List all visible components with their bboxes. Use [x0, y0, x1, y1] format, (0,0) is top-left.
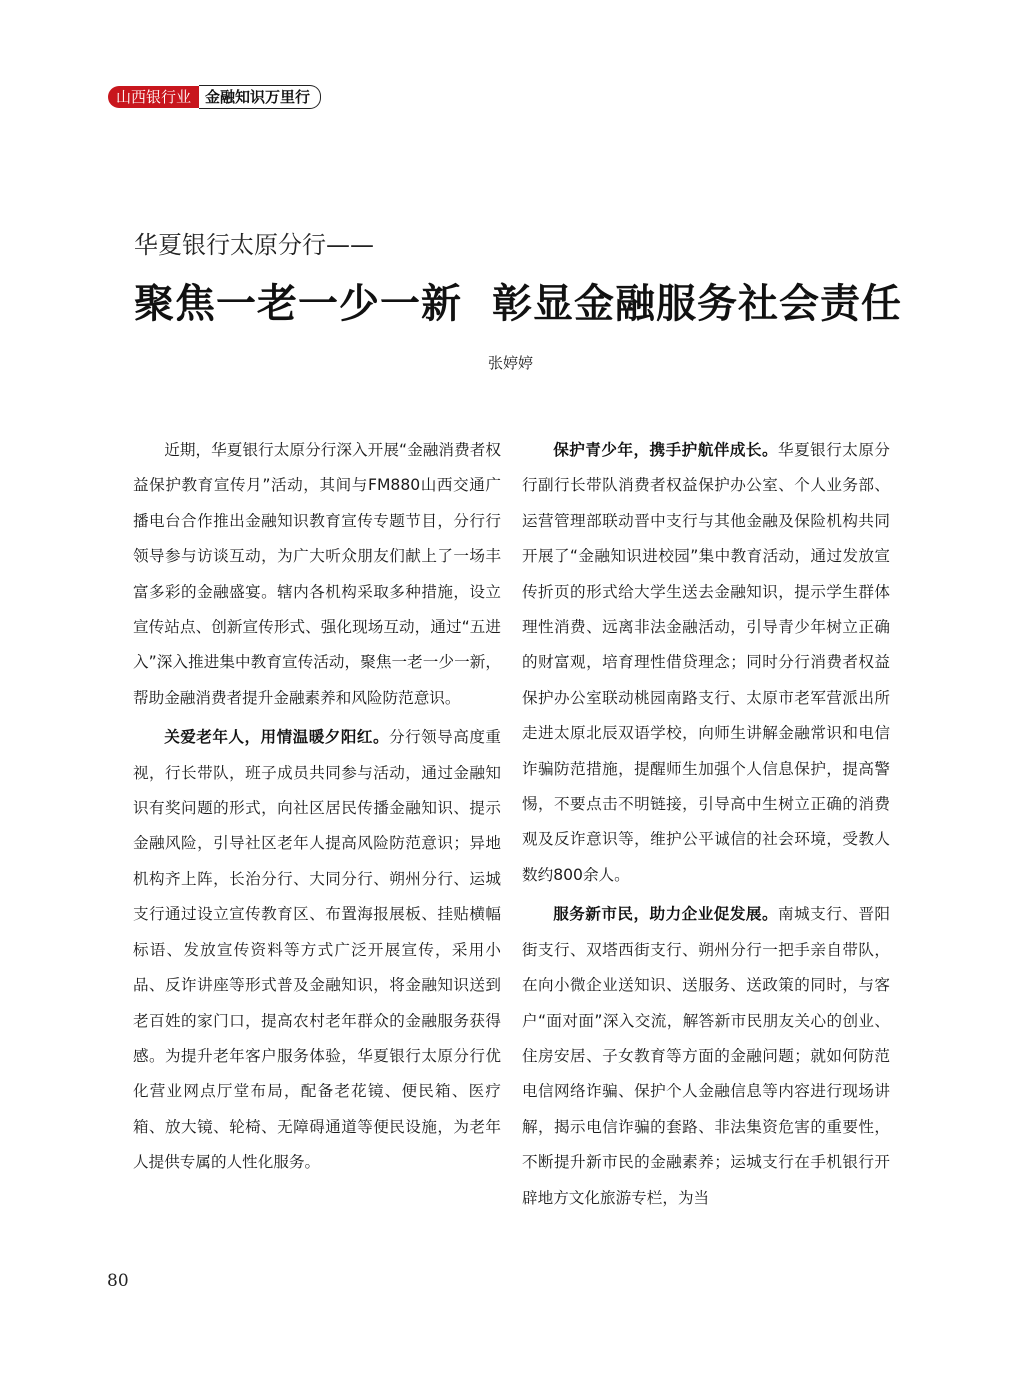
paragraph-text: 南城支行、晋阳街支行、双塔西街支行、朔州分行一把手亲自带队，在向小微企业送知识、送服务、送政策的同时，与客户“面对面”深入交流，解答新市民朋友关心的创业、住房安居、子女教育等方面的金融问题；就如何防范电信网络诈骗、保护个人金融信息等内容进行现场讲解，揭示电信诈骗的套路、非法集资危害的重要性，不断提升新市民的金融素养；运城支行在手机银行开辟地方文化旅游专栏，为当: [522, 905, 890, 1207]
article-title: [134, 272, 902, 329]
body-column-right: [522, 433, 890, 1220]
paragraph-lead: 服务新市民，助力企业促发展。: [553, 905, 779, 924]
section-tag-secondary: 金融知识万里行: [199, 85, 321, 109]
paragraph-text: 分行领导高度重视，行长带队，班子成员共同参与活动，通过金融知识有奖问题的形式，向社区居民传播金融知识、提示金融风险，引导社区老年人提高风险防范意识；异地机构齐上阵，长治分行、大同分行、朔州分行、运城支行通过设立宣传教育区、布置海报展板、挂贴横幅标语、发放宣传资料等方式广泛开展宣传，采用小品、反诈讲座等形式普及金融知识，将金融知识送到老百姓的家门口，提高农村老年群众的金融服务获得感。为提升老年客户服务体验，华夏银行太原分行优化营业网点厅堂布局，配备老花镜、便民箱、医疗箱、放大镜、轮椅、无障碍通道等便民设施，为老年人提供专属的人性化服务。: [133, 728, 501, 1172]
paragraph: [133, 720, 501, 1180]
article-title-part2: 彰显金融服务社会责任: [492, 280, 902, 327]
article-kicker: 华夏银行太原分行——: [134, 231, 374, 259]
paragraph: [522, 897, 890, 1216]
paragraph-lead: 关爱老年人，用情温暖夕阳红。: [164, 728, 390, 747]
page-number: 80: [107, 1271, 129, 1291]
section-tag: [108, 84, 321, 110]
paragraph: [522, 433, 890, 893]
paragraph: [133, 433, 501, 716]
paragraph-text: 华夏银行太原分行副行长带队消费者权益保护办公室、个人业务部、运营管理部联动晋中支行与其他金融及保险机构共同开展了“金融知识进校园”集中教育活动，通过发放宣传折页的形式给大学生送去金融知识，提示学生群体理性消费、远离非法金融活动，引导青少年树立正确的财富观，培育理性借贷理念；同时分行消费者权益保护办公室联动桃园南路支行、太原市老军营派出所走进太原北辰双语学校，向师生讲解金融常识和电信诈骗防范措施，提醒师生加强个人信息保护，提高警惕，不要点击不明链接，引导高中生树立正确的消费观及反诈意识等，维护公平诚信的社会环境，受教人数约800余人。: [522, 441, 890, 884]
body-column-left: [133, 433, 501, 1185]
article-author: 张婷婷: [487, 354, 533, 372]
article-title-part1: 聚焦一老一少一新: [134, 280, 462, 327]
section-tag-primary: 山西银行业: [108, 86, 199, 108]
paragraph-text: 近期，华夏银行太原分行深入开展“金融消费者权益保护教育宣传月”活动，其间与FM880山西交通广播电台合作推出金融知识教育宣传专题节目，分行行领导参与访谈互动，为广大听众朋友们献上了一场丰富多彩的金融盛宴。辖内各机构采取多种措施，设立宣传站点、创新宣传形式、强化现场互动，通过“五进入”深入推进集中教育宣传活动，聚焦一老一少一新，帮助金融消费者提升金融素养和风险防范意识。: [133, 441, 501, 707]
paragraph-lead: 保护青少年，携手护航伴成长。: [553, 441, 779, 459]
